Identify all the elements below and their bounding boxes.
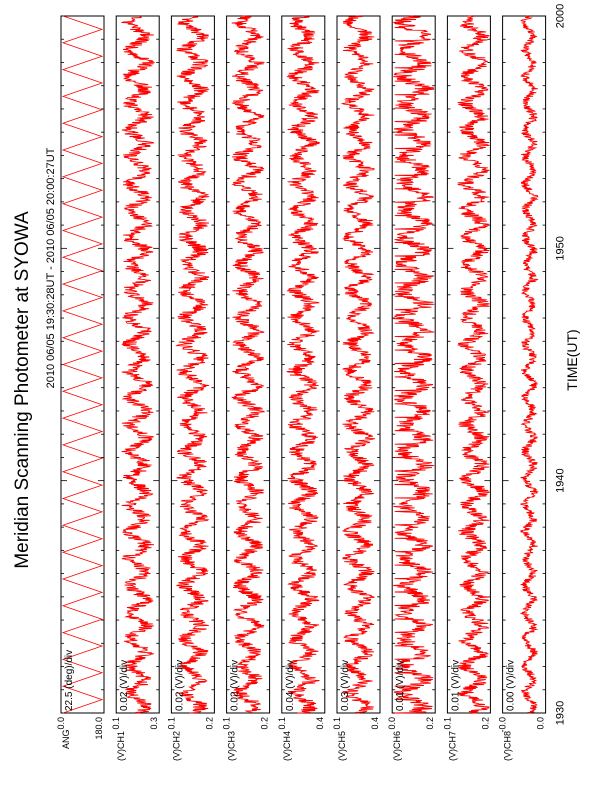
panel-label: CH2 [171,730,182,749]
panel-tick-low: 0.1 [442,717,453,730]
panel-tick-high: 0.2 [259,717,270,730]
x-tick-label: 1950 [554,236,567,261]
panel-tick-low: 0.1 [276,717,287,730]
panel-tick-high: 180.0 [94,717,104,740]
x-tick-label: 1930 [554,700,567,726]
panel-frame [61,16,104,713]
panel-scale: 0.02 (V)/div [174,659,186,711]
panel-label: ANG [61,729,71,749]
panel-tick-high: 0.4 [370,717,380,730]
panel-label: CH3 [226,730,237,749]
panel-unit: (V) [502,749,513,761]
panel-label: CH8 [502,730,513,749]
panel-scale: 0.04 (V)/div [284,659,296,711]
trace-ch8 [521,16,538,713]
trace-ch1 [122,16,155,713]
x-axis-label: TIME(UT) [564,329,580,391]
trace-ch7 [458,16,490,713]
panel-label: CH1 [116,730,127,749]
panel-label: CH5 [337,730,347,749]
panel-tick-low: 0.1 [166,717,177,730]
panel-label: CH4 [281,730,292,749]
panel-tick-low: 0.0 [387,717,398,730]
x-tick-label: 2000 [554,3,567,29]
panel-tick-low: 0.1 [221,717,232,730]
panel-unit: (V) [281,749,292,761]
time-range: 2010 06/05 19:30:28UT - 2010 06/05 20:00:27UT [45,147,57,389]
panel-unit: (V) [226,749,237,761]
panel-scale: 0.02 (V)/div [229,659,241,711]
panel-unit: (V) [447,749,458,761]
panel-scale: 0.01 (V)/div [450,659,462,711]
panel-scale: 0.00 (V)/div [505,659,517,711]
panel-label: CH7 [447,730,458,749]
panel-unit: (V) [171,749,182,761]
trace-ch2 [177,16,210,713]
panel-scale: 0.01 (V)/div [395,659,407,711]
panel-unit: (V) [116,749,127,761]
panel-tick-low: 0.1 [111,717,122,730]
panel-tick-high: 0.0 [535,717,546,730]
panel-scale: 22.5 (deg)/div [64,649,75,711]
panels-group [56,16,546,761]
panel-scale: 0.02 (V)/div [119,659,131,711]
panel-tick-low: 0.1 [332,717,342,730]
trace-ch3 [229,16,265,713]
panel-unit: (V) [337,749,347,761]
trace-ch4 [284,16,320,713]
panel-tick-low: -0.0 [497,717,508,733]
panel-tick-high: 0.4 [314,717,325,730]
panel-tick-low: 0.0 [56,717,66,730]
panel-tick-high: 0.2 [480,717,491,730]
trace-ch5 [342,16,375,713]
panel-scale: 0.03 (V)/div [340,659,351,711]
panel-unit: (V) [392,749,403,761]
panel-tick-high: 0.2 [425,717,436,730]
panel-label: CH6 [392,730,403,749]
chart-title: Meridian Scanning Photometer at SYOWA [12,211,33,569]
panel-tick-high: 0.3 [149,717,160,730]
panel-frame [337,16,380,713]
x-tick-label: 1940 [554,468,567,493]
trace-ang [63,16,102,713]
trace-ch6 [393,16,434,713]
panel-tick-high: 0.2 [204,717,215,730]
